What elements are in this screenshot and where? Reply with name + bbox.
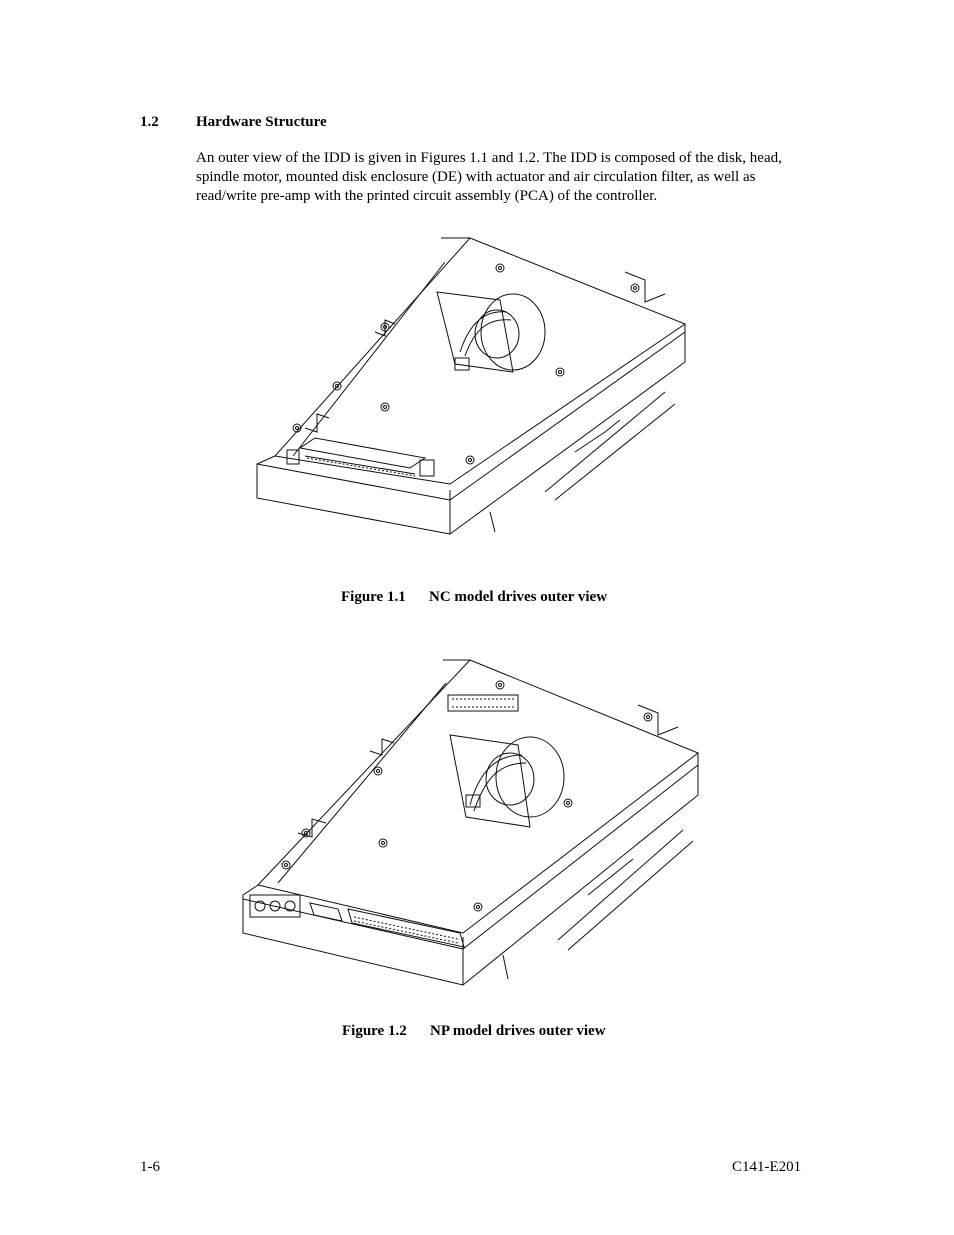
- figure-2-title: NP model drives outer view: [430, 1023, 606, 1039]
- np-drive-illustration: [238, 655, 718, 990]
- figure-1-label: Figure 1.1: [341, 589, 406, 605]
- drive-top-cover: [257, 238, 685, 534]
- section-number: 1.2: [140, 114, 159, 130]
- interface-connector: [287, 438, 434, 476]
- interface-connectors: [250, 895, 464, 947]
- figure-1-caption: [341, 589, 607, 606]
- pca-connector-strip: [448, 695, 518, 711]
- figure-2-label: Figure 1.2: [342, 1023, 407, 1039]
- nc-drive-illustration: [245, 232, 695, 542]
- page-number: 1-6: [140, 1159, 160, 1175]
- drive-top-cover: [243, 660, 698, 985]
- drive-edge-details: [298, 705, 693, 979]
- intro-paragraph: An outer view of the IDD is given in Figures 1.1 and 1.2. The IDD is composed of the disk, head, spindle motor, mounted disk enclosure (DE) with actuator and air circulation filter, as well as read/write pre-amp with the printed circuit assembly (PCA) of the controller.: [196, 150, 782, 204]
- actuator-assembly: [437, 292, 545, 372]
- document-code: C141-E201: [732, 1159, 802, 1175]
- figure-1-title: NC model drives outer view: [429, 589, 608, 605]
- figure-2-caption: [342, 1023, 606, 1040]
- actuator-assembly: [450, 735, 564, 827]
- section-title: Hardware Structure: [196, 114, 327, 130]
